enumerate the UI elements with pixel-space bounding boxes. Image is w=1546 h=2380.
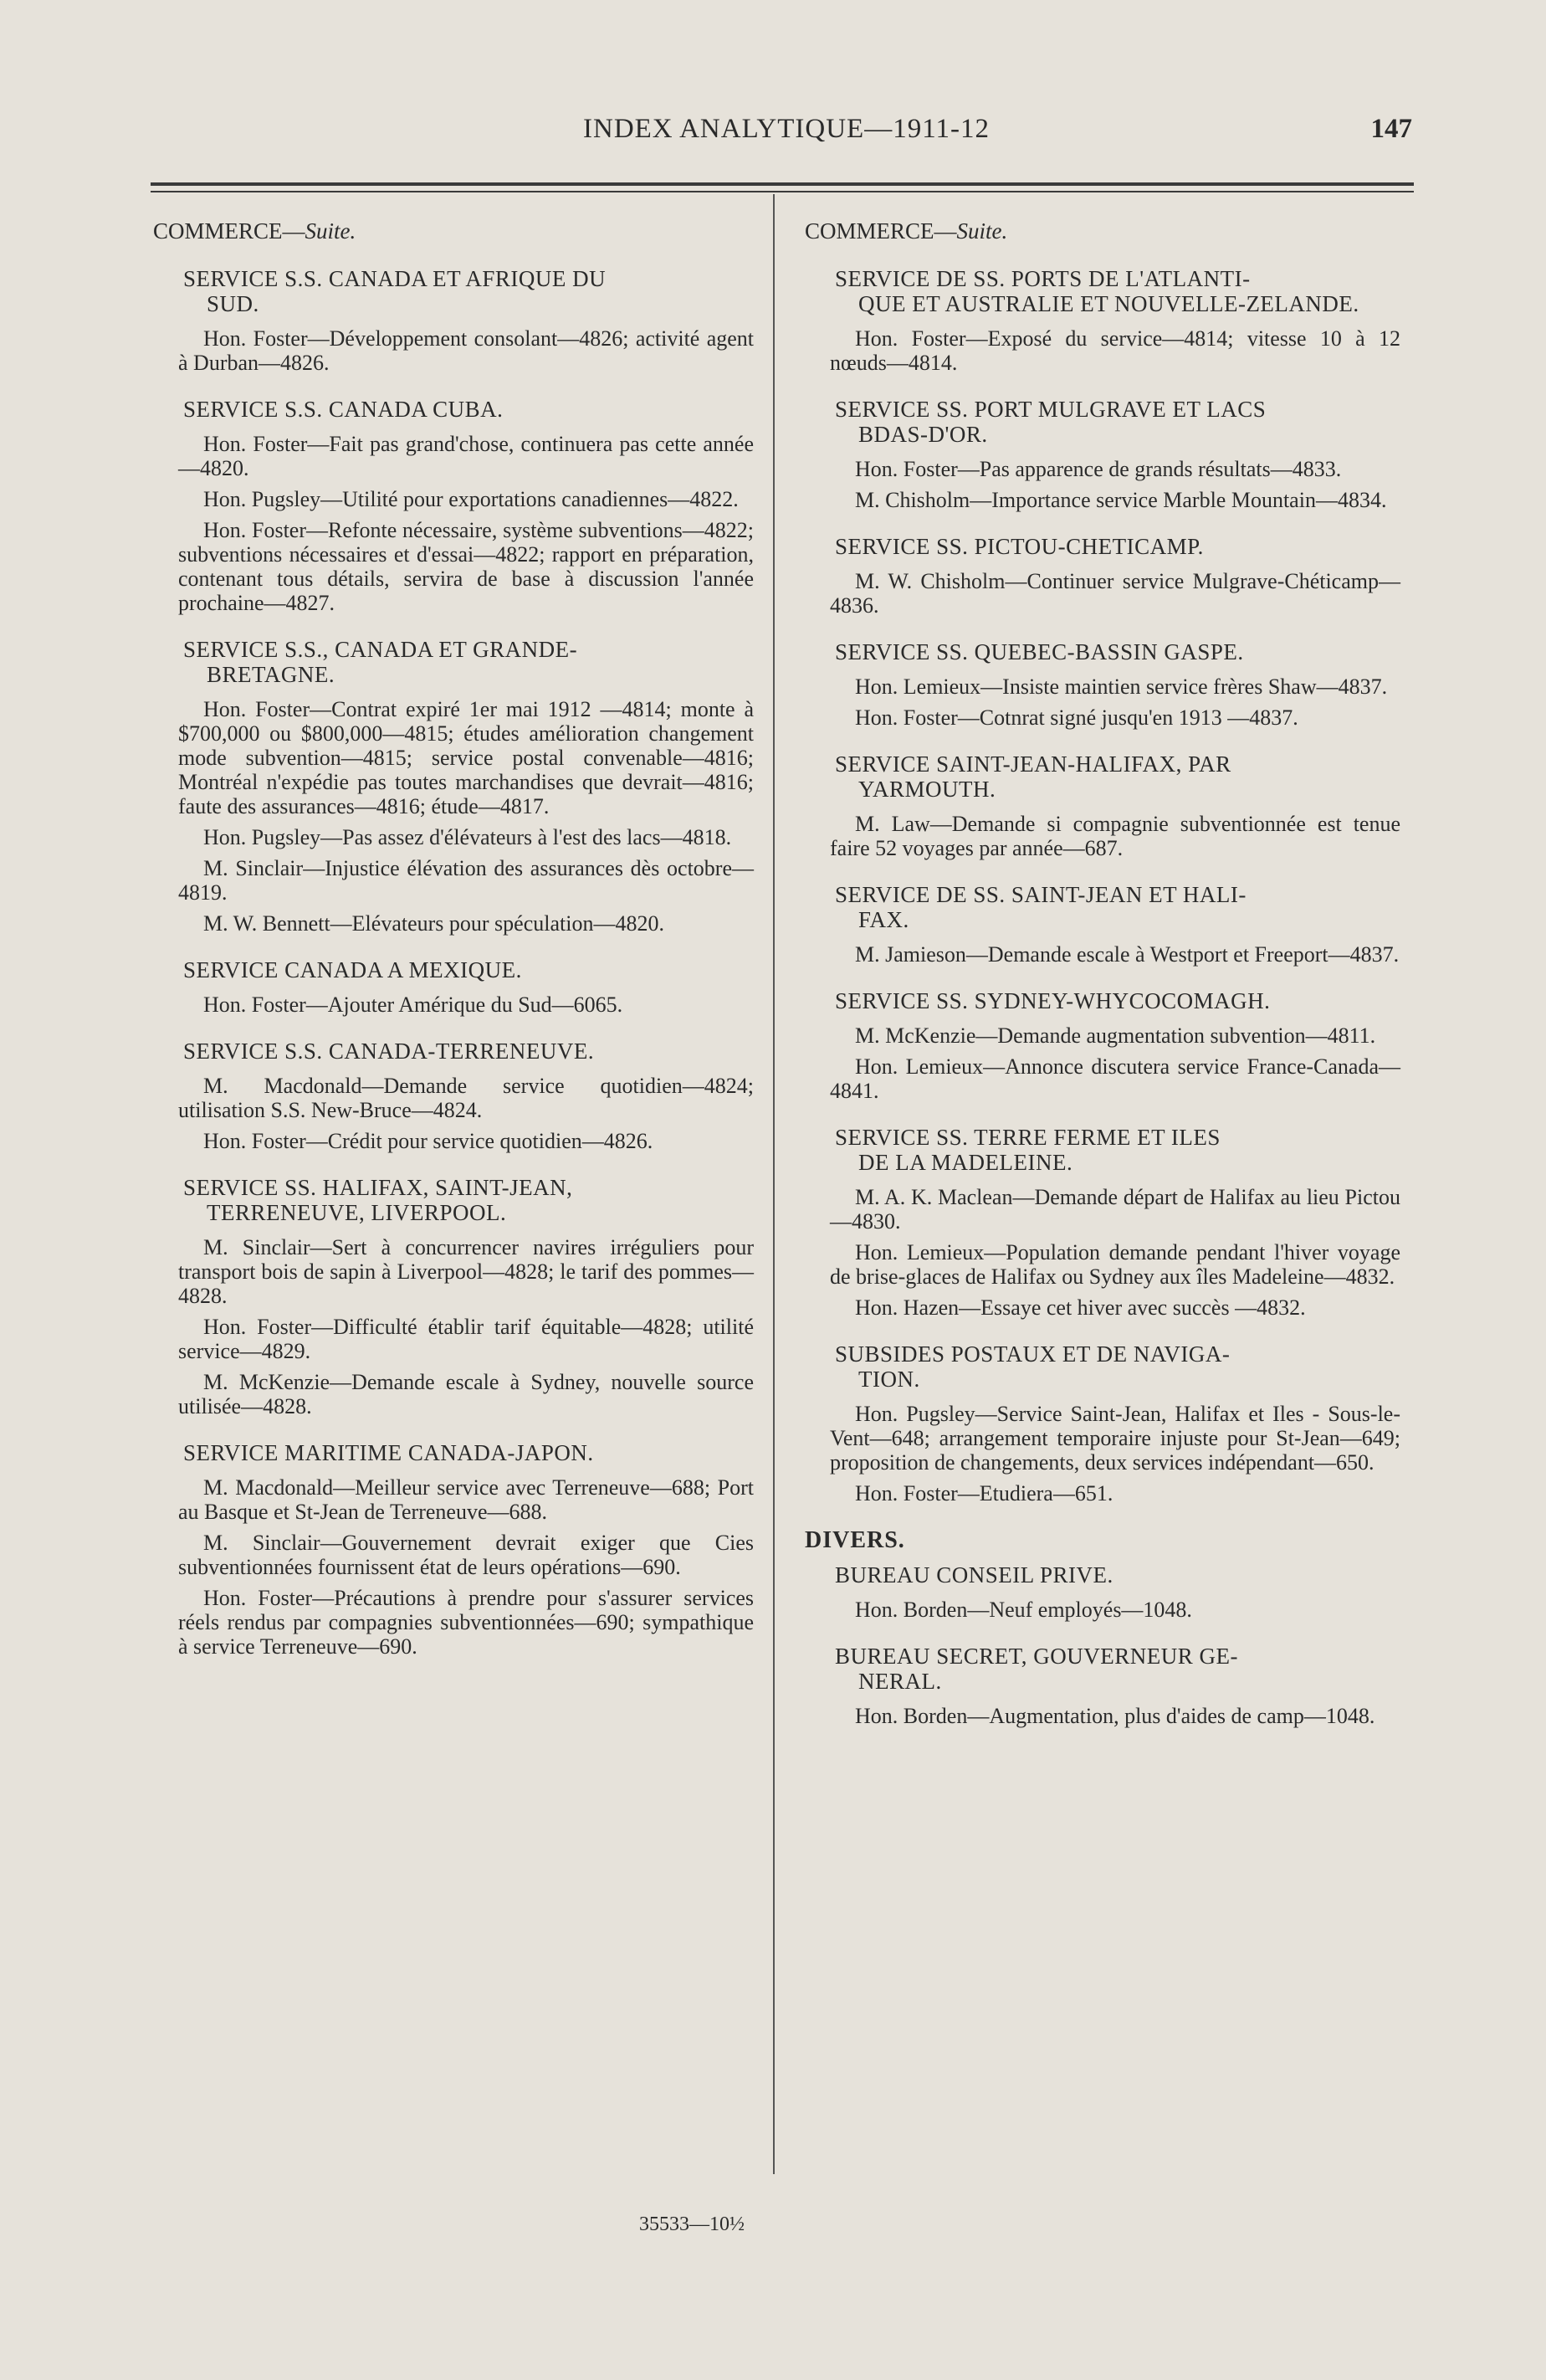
heading-line: SERVICE S.S. CANADA CUBA. xyxy=(183,397,504,422)
index-section xyxy=(805,1644,1404,1728)
signature-mark: 35533—10½ xyxy=(639,2213,745,2235)
index-section xyxy=(153,266,757,375)
section-heading xyxy=(153,1175,757,1225)
section-heading xyxy=(805,1125,1404,1175)
section-heading xyxy=(805,266,1404,316)
page-number: 147 xyxy=(1370,114,1412,144)
index-entry: M. W. Chisholm—Continuer service Mulgrave-Chéticamp—4836. xyxy=(830,569,1400,618)
heading-line: SERVICE CANADA A MEXIQUE. xyxy=(183,957,522,982)
index-section xyxy=(805,1562,1404,1622)
section-heading xyxy=(805,534,1404,559)
heading-line-continued: TION. xyxy=(858,1367,920,1392)
column-divider xyxy=(773,194,775,2174)
heading-line: SERVICE DE SS. PORTS DE L'ATLANTI- xyxy=(835,266,1251,291)
index-section xyxy=(153,1175,757,1418)
index-entry: M. Jamieson—Demande escale à Westport et Freeport—4837. xyxy=(855,942,1400,967)
heading-line-continued: SUD. xyxy=(207,291,259,316)
heading-line: SERVICE SAINT-JEAN-HALIFAX, PAR xyxy=(835,751,1231,777)
left-column xyxy=(153,218,757,1680)
index-section xyxy=(805,397,1404,512)
heading-line-continued: BDAS-D'OR. xyxy=(858,422,988,447)
section-heading xyxy=(805,882,1404,932)
heading-line: SERVICE SS. PORT MULGRAVE ET LACS xyxy=(835,397,1267,422)
suite-italic: Suite. xyxy=(305,218,356,244)
index-section xyxy=(805,266,1404,375)
section-heading xyxy=(153,1440,757,1465)
index-section xyxy=(153,957,757,1017)
index-section xyxy=(805,751,1404,860)
index-entry: M. Macdonald—Meilleur service avec Terreneuve—688; Port au Basque et St-Jean de Terreneuve—688. xyxy=(178,1475,754,1524)
index-entry: Hon. Foster—Contrat expiré 1er mai 1912 —4814; monte à $700,000 ou $800,000—4815; études amélioration changement mode subvention—4815; service postal convenable—4816; Montréal n'expédie pas toutes marchandises que devrait—4816; faute des assurances—4816; étude—4817. xyxy=(178,697,754,818)
section-heading xyxy=(153,957,757,982)
heading-line-continued: BRETAGNE. xyxy=(207,662,335,687)
section-heading xyxy=(805,1562,1404,1588)
index-entry: M. Sinclair—Sert à concurrencer navires irréguliers pour transport bois de sapin à Liverpool—4828; le tarif des pommes—4828. xyxy=(178,1235,754,1308)
heading-line-continued: QUE ET AUSTRALIE ET NOUVELLE-ZELANDE. xyxy=(858,291,1359,316)
index-entry: Hon. Foster—Refonte nécessaire, système subventions—4822; subventions nécessaires et d'essai—4822; rapport en préparation, contenant tous détails, servira de base à discussion l'année prochaine—4827. xyxy=(178,518,754,615)
divers-heading: DIVERS. xyxy=(805,1527,905,1553)
index-section xyxy=(805,1125,1404,1320)
index-entry: Hon. Foster—Difficulté établir tarif équitable—4828; utilité service—4829. xyxy=(178,1315,754,1363)
index-section xyxy=(153,1440,757,1659)
section-heading xyxy=(805,397,1404,447)
index-entry: Hon. Foster—Crédit pour service quotidien—4826. xyxy=(203,1129,653,1153)
index-entry: Hon. Foster—Pas apparence de grands résultats—4833. xyxy=(855,457,1342,481)
index-entry: Hon. Borden—Augmentation, plus d'aides de camp—1048. xyxy=(855,1704,1375,1728)
section-heading xyxy=(805,639,1404,664)
index-entry: M. Macdonald—Demande service quotidien—4824; utilisation S.S. New-Bruce—4824. xyxy=(178,1074,754,1122)
index-entry: Hon. Foster—Fait pas grand'chose, continuera pas cette année—4820. xyxy=(178,432,754,480)
heading-line: SERVICE SS. TERRE FERME ET ILES xyxy=(835,1125,1221,1150)
header-rule-thick xyxy=(151,182,1414,186)
index-entry: Hon. Borden—Neuf employés—1048. xyxy=(855,1598,1192,1622)
heading-line: SERVICE SS. QUEBEC-BASSIN GASPE. xyxy=(835,639,1244,664)
heading-line-continued: NERAL. xyxy=(858,1669,942,1694)
suite-label: COMMERCE— xyxy=(805,218,957,244)
right-column xyxy=(805,218,1404,1750)
heading-line-continued: FAX. xyxy=(858,907,909,932)
heading-line: SERVICE S.S. CANADA-TERRENEUVE. xyxy=(183,1039,595,1064)
index-entry: M. W. Bennett—Elévateurs pour spéculation—4820. xyxy=(203,911,664,936)
heading-line: BUREAU CONSEIL PRIVE. xyxy=(835,1562,1113,1588)
index-entry: M. Chisholm—Importance service Marble Mountain—4834. xyxy=(855,488,1387,512)
heading-line: SERVICE MARITIME CANADA-JAPON. xyxy=(183,1440,594,1465)
section-heading xyxy=(153,637,757,687)
index-entry: M. McKenzie—Demande escale à Sydney, nouvelle source utilisée—4828. xyxy=(178,1370,754,1418)
index-entry: Hon. Foster—Ajouter Amérique du Sud—6065. xyxy=(203,993,623,1017)
section-heading xyxy=(153,266,757,316)
index-entry: Hon. Foster—Précautions à prendre pour s'assurer services réels rendus par compagnies subventionnées—690; sympathique à service Terreneuve—690. xyxy=(178,1586,754,1659)
index-entry: M. A. K. Maclean—Demande départ de Halifax au lieu Pictou—4830. xyxy=(830,1185,1400,1234)
section-continuation xyxy=(153,218,757,244)
index-entry: Hon. Lemieux—Population demande pendant l'hiver voyage de brise-glaces de Halifax ou Sydney aux îles Madeleine—4832. xyxy=(830,1240,1400,1289)
section-continuation xyxy=(805,218,1404,244)
header-rule-thin xyxy=(151,191,1414,192)
heading-line-continued: TERRENEUVE, LIVERPOOL. xyxy=(207,1200,507,1225)
suite-italic: Suite. xyxy=(956,218,1008,244)
index-entry: M. Law—Demande si compagnie subventionnée est tenue faire 52 voyages par année—687. xyxy=(830,812,1400,860)
index-section xyxy=(153,397,757,615)
heading-line-continued: DE LA MADELEINE. xyxy=(858,1150,1073,1175)
heading-line: SERVICE S.S., CANADA ET GRANDE- xyxy=(183,637,578,662)
index-entry: M. Sinclair—Injustice élévation des assurances dès octobre—4819. xyxy=(178,856,754,905)
running-title: INDEX ANALYTIQUE—1911-12 xyxy=(583,114,990,144)
section-heading xyxy=(805,988,1404,1013)
index-section xyxy=(805,988,1404,1103)
heading-line: SERVICE SS. SYDNEY-WHYCOCOMAGH. xyxy=(835,988,1271,1013)
section-heading xyxy=(153,1039,757,1064)
index-section xyxy=(805,1341,1404,1505)
suite-label: COMMERCE— xyxy=(153,218,305,244)
index-section xyxy=(805,639,1404,730)
index-entry: M. McKenzie—Demande augmentation subvention—4811. xyxy=(855,1023,1376,1048)
index-entry: Hon. Foster—Etudiera—651. xyxy=(855,1481,1113,1505)
index-entry: M. Sinclair—Gouvernement devrait exiger que Cies subventionnées fournissent état de leurs opérations—690. xyxy=(178,1531,754,1579)
heading-line: BUREAU SECRET, GOUVERNEUR GE- xyxy=(835,1644,1238,1669)
index-entry: Hon. Pugsley—Pas assez d'élévateurs à l'est des lacs—4818. xyxy=(203,825,732,849)
page-header xyxy=(151,114,1422,156)
index-section xyxy=(805,534,1404,618)
index-section xyxy=(153,1039,757,1153)
heading-line: SERVICE SS. HALIFAX, SAINT-JEAN, xyxy=(183,1175,573,1200)
index-entry: Hon. Lemieux—Insiste maintien service frères Shaw—4837. xyxy=(855,675,1388,699)
index-entry: Hon. Foster—Exposé du service—4814; vitesse 10 à 12 nœuds—4814. xyxy=(830,326,1400,375)
index-entry: Hon. Foster—Cotnrat signé jusqu'en 1913 —4837. xyxy=(855,705,1298,730)
section-heading xyxy=(805,751,1404,802)
heading-line: SERVICE SS. PICTOU-CHETICAMP. xyxy=(835,534,1204,559)
section-heading xyxy=(153,397,757,422)
section-heading xyxy=(805,1644,1404,1694)
section-heading xyxy=(805,1341,1404,1392)
heading-line-continued: YARMOUTH. xyxy=(858,777,996,802)
index-entry: Hon. Pugsley—Service Saint-Jean, Halifax et Iles - Sous-le-Vent—648; arrangement temporaire injuste pour St-Jean—649; proposition de changements, deux services indépendant—650. xyxy=(830,1402,1400,1475)
index-entry: Hon. Lemieux—Annonce discutera service France-Canada—4841. xyxy=(830,1054,1400,1103)
heading-line: SUBSIDES POSTAUX ET DE NAVIGA- xyxy=(835,1341,1231,1367)
index-section xyxy=(153,637,757,936)
index-entry: Hon. Foster—Développement consolant—4826; activité agent à Durban—4826. xyxy=(178,326,754,375)
index-entry: Hon. Pugsley—Utilité pour exportations canadiennes—4822. xyxy=(203,487,739,511)
index-entry: Hon. Hazen—Essaye cet hiver avec succès —4832. xyxy=(855,1295,1306,1320)
index-section xyxy=(805,882,1404,967)
heading-line: SERVICE DE SS. SAINT-JEAN ET HALI- xyxy=(835,882,1247,907)
heading-line: SERVICE S.S. CANADA ET AFRIQUE DU xyxy=(183,266,607,291)
